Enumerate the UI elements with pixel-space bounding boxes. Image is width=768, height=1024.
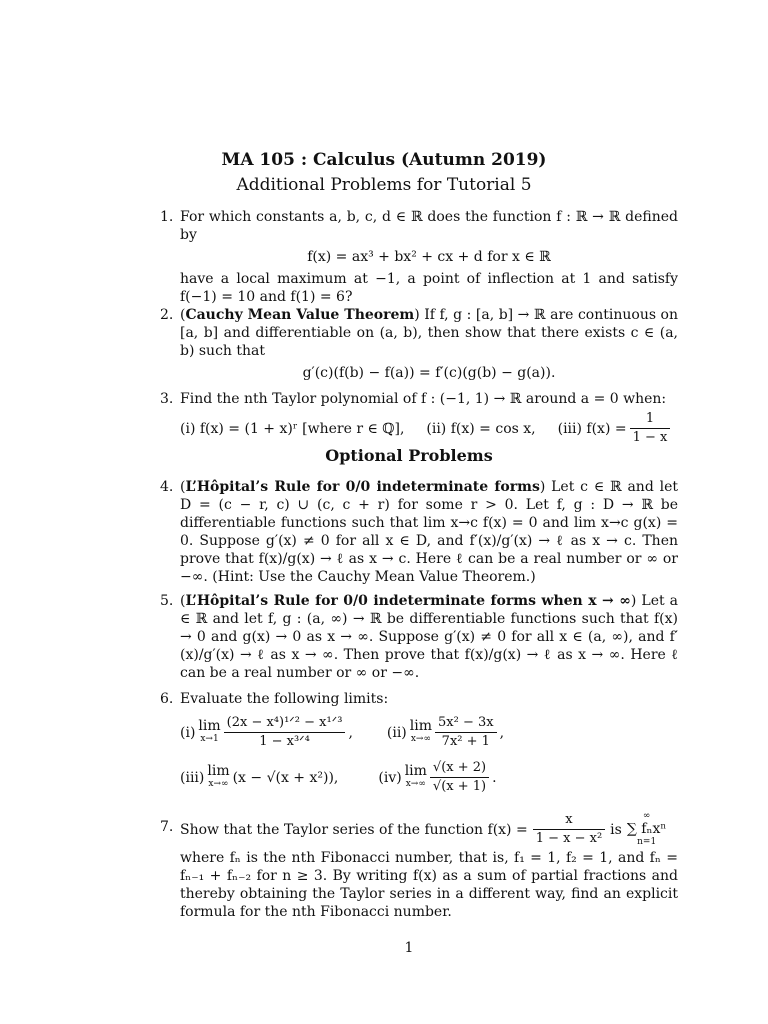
problem-text: Evaluate the following limits: [180,691,389,707]
summation: ∞ ∑ fₙxⁿ n=1 [626,811,667,847]
problem-number: 3. [160,391,174,407]
theorem-name: L’Hôpital’s Rule for 0/0 indeterminate forms [185,479,540,495]
section-title: Optional Problems [325,446,493,465]
problem-number: 2. [160,307,174,323]
theorem-name: L’Hôpital’s Rule for 0/0 indeterminate forms when x → ∞ [185,593,631,609]
page-number: 1 [404,940,414,956]
problem-text: For which constants a, b, c, d ∈ ℝ does the function f : ℝ → ℝ defined by [180,209,678,243]
page-subtitle: Additional Problems for Tutorial 5 [236,175,532,195]
problem-text: ) Let c ∈ ℝ and let D = (c − r, c) ∪ (c, c + r) for some r > 0. Let f, g : D → ℝ be differentiable functions such that lim x→c f(x) = 0 and lim x→c g(x) = 0. Suppose g′(x) ≠ 0 for all x ∈ D, and f′(x)/g′(x) → ℓ as x → c. Then prove that f(x)/g(x) → ℓ as x → c. Here ℓ can be a real number or ∞ or −∞. (Hint: Use the Cauchy Mean Value Theorem.) [180,479,678,585]
display-equation: f(x) = ax³ + bx² + cx + d for x ∈ ℝ [307,249,551,265]
problem-3 [160,390,678,447]
problem-text: ) If f, g : [a, b] → ℝ are continuous on [a, b] and differentiable on (a, b), then show that there exists c ∈ (a, b) such that [180,307,678,359]
fraction: $\frac{x}{\text{1 − x − x²}}$ [533,811,605,848]
problem-text: is [610,821,622,838]
part-i: (i) f(x) = (1 + x)ʳ [where r ∈ ℚ], [180,420,405,437]
limit-iii: (iii) lim x→∞ (x − √(x + x²)), [180,762,339,789]
part-iii: (iii) f(x) = $\frac{1}{1 - x}$ [558,410,671,447]
theorem-name: Cauchy Mean Value Theorem [185,307,415,323]
problem-number: 7. [160,819,174,835]
problem-text: have a local maximum at −1, a point of inflection at 1 and satisfy f(−1) = 10 and f(1) = 6? [180,271,678,305]
display-equation: g′(c)(f(b) − f(a)) = f′(c)(g(b) − g(a)). [302,365,556,381]
limit-iv: (iv) lim x→∞ $\frac{√(x + 2)}{√(x + 1)}$ . [378,760,497,794]
problem-text: Find the nth Taylor polynomial of f : (−1, 1) → ℝ around a = 0 when: [180,391,667,407]
problem-4: 4. (L’Hôpital’s Rule for 0/0 indeterminate forms) Let c ∈ ℝ and let D = (c − r, c) ∪ (c, c + r) for some r > 0. Let f, g : D → ℝ be differentiable functions such that lim x→c f(x) = 0 and lim x→c g(x) = 0. Suppose g′(x) ≠ 0 for all x ∈ D, and f′(x)/g′(x) → ℓ as x → c. Then prove that f(x)/g(x) → ℓ as x → c. Here ℓ can be a real number or ∞ or −∞. (Hint: Use the Cauchy Mean Value Theorem.) [160,479,678,585]
problem-6 [160,690,678,796]
problem-1 [160,208,678,306]
problem-number: 6. [160,691,174,707]
problem-text: where fₙ is the nth Fibonacci number, that is, f₁ = 1, f₂ = 1, and fₙ = fₙ₋₁ + fₙ₋₂ for n ≥ 3. By writing f(x) as a sum of partial fractions and thereby obtaining the Taylor series in a different way, find an explicit formula for the nth Fibonacci number. [180,850,678,920]
problem-text: Show that the Taylor series of the function f(x) = [180,821,528,838]
problem-number: 5. [160,593,174,609]
problem-number: 4. [160,479,174,495]
part-ii: (ii) f(x) = cos x, [426,420,536,437]
problem-text: ) Let a ∈ ℝ and let f, g : (a, ∞) → ℝ be differentiable functions such that f(x) → 0 and g(x) → 0 as x → ∞. Suppose g′(x) ≠ 0 for all x ∈ (a, ∞), and f′(x)/g′(x) → ℓ as x → ∞. Then prove that f(x)/g(x) → ℓ as x → ∞. Here ℓ can be a real number or ∞ or −∞. [180,593,678,681]
limit-i: (i) lim x→1 $\frac{\text{(2x − x⁴)¹ᐟ² − x¹ᐟ³}}{\text{1 − x³ᐟ⁴}}$ , [180,715,353,749]
page-title: MA 105 : Calculus (Autumn 2019) [221,150,547,170]
problem-7 [160,810,678,921]
problem-number: 1. [160,209,174,225]
problem-5: 5. (L’Hôpital’s Rule for 0/0 indeterminate forms when x → ∞) Let a ∈ ℝ and let f, g : (a, ∞) → ℝ be differentiable functions such that f(x) → 0 and g(x) → 0 as x → ∞. Suppose g′(x) ≠ 0 for all x ∈ (a, ∞), and f′(x)/g′(x) → ℓ as x → ∞. Then prove that f(x)/g(x) → ℓ as x → ∞. Here ℓ can be a real number or ∞ or −∞. [160,593,678,681]
limit-ii: (ii) lim x→∞ $\frac{\text{5x² − 3x}}{\text{7x² + 1}}$ , [386,715,505,749]
problem-2: 2. (Cauchy Mean Value Theorem) If f, g : [a, b] → ℝ are continuous on [a, b] and differentiable on (a, b), then show that there exists c ∈ (a, b) such that g′(c)(f(b) − f(a)) = f′(c)(g(b) − g(a)). [160,307,678,381]
fraction: $\frac{1}{1 - x}$ [630,410,671,447]
